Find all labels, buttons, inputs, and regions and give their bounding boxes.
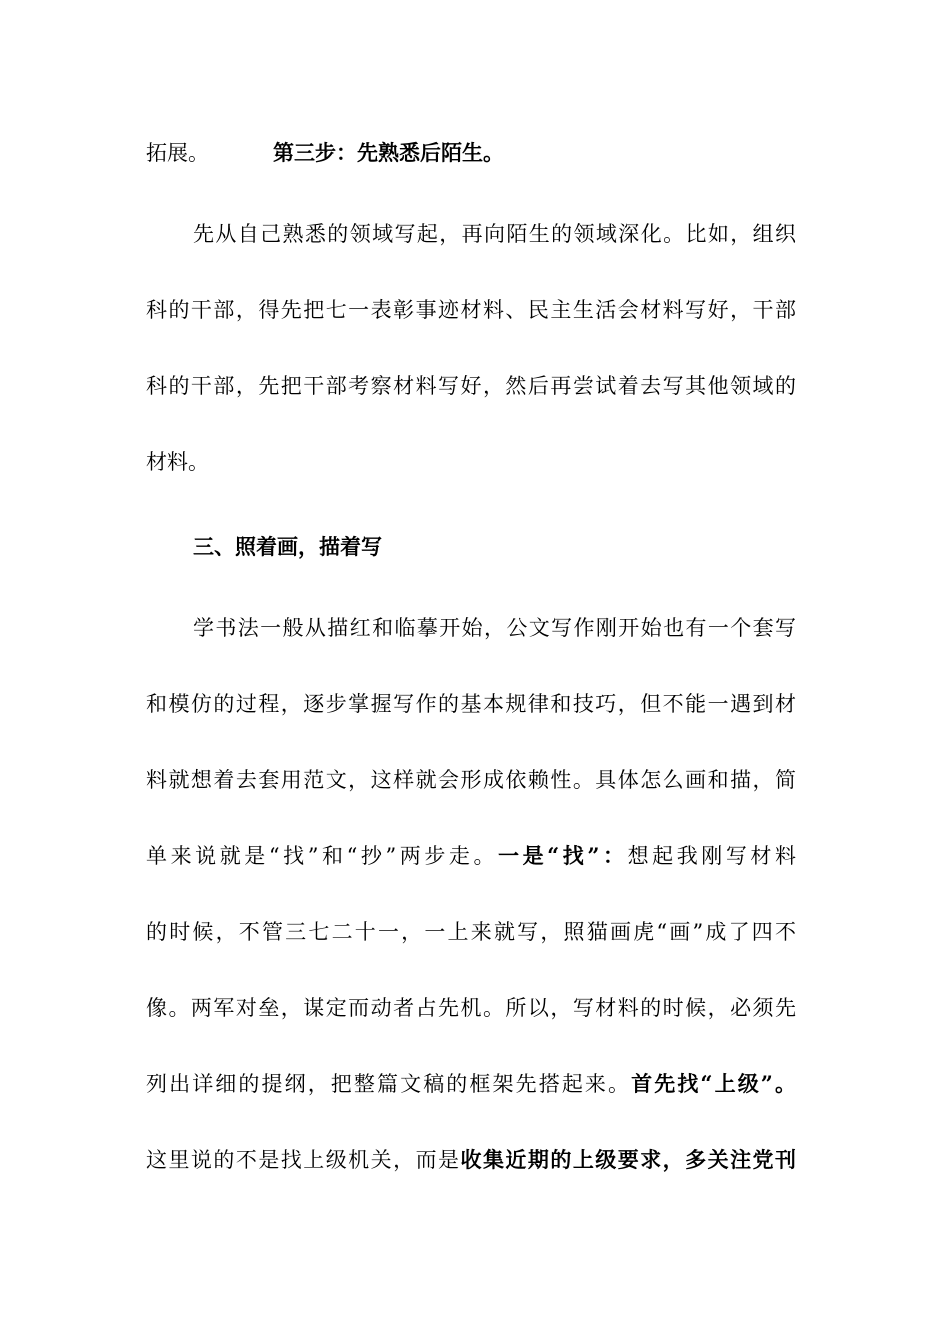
line-2 [193, 219, 796, 249]
seg: 先从自己熟悉的领域写起，再向陌生的领域深化。比如，组织 [193, 222, 796, 246]
seg: 这里说的不是找上级机关，而是 [146, 1148, 461, 1172]
line-14 [146, 1145, 796, 1175]
line-4 [146, 371, 796, 401]
seg: 学书法一般从描红和临摹开始，公文写作刚开始也有一个套写 [193, 616, 796, 640]
step-three-heading: 第三步：先熟悉后陌生。 [273, 140, 504, 165]
line-9 [146, 765, 796, 795]
section-heading [193, 532, 796, 562]
line-3 [146, 295, 796, 325]
line-5 [146, 447, 796, 477]
line-1 [146, 138, 796, 168]
line-11 [146, 917, 796, 947]
seg: 拓展。 [146, 141, 209, 165]
line-7 [193, 613, 796, 643]
seg: 的时候，不管三七二十一，一上来就写，照猫画虎“画”成了四不 [146, 920, 796, 944]
seg: 三、照着画，描着写 [193, 534, 382, 559]
seg: 单来说就是“找”和“抄”两步走。 [146, 844, 499, 868]
line-13 [146, 1069, 796, 1099]
seg-bold: 首先找“上级”。 [631, 1071, 796, 1096]
seg-bold: 一是“找”： [498, 843, 628, 868]
seg: 列出详细的提纲，把整篇文稿的框架先搭起来。 [146, 1072, 632, 1096]
seg: 科的干部，得先把七一表彰事迹材料、民主生活会材料写好，干部 [146, 298, 796, 322]
seg: 想起我刚写材料 [627, 844, 796, 868]
seg-bold: 收集近期的上级要求，多关注党刊 [460, 1147, 796, 1172]
seg: 科的干部，先把干部考察材料写好，然后再尝试着去写其他领域的 [146, 374, 796, 398]
seg: 和模仿的过程，逐步掌握写作的基本规律和技巧，但不能一遇到材 [146, 692, 796, 716]
seg: 像。两军对垒，谋定而动者占先机。所以，写材料的时候，必须先 [146, 996, 796, 1020]
line-12 [146, 993, 796, 1023]
seg: 材料。 [146, 450, 209, 474]
line-8 [146, 689, 796, 719]
line-10 [146, 841, 796, 871]
seg: 料就想着去套用范文，这样就会形成依赖性。具体怎么画和描，简 [146, 768, 796, 792]
